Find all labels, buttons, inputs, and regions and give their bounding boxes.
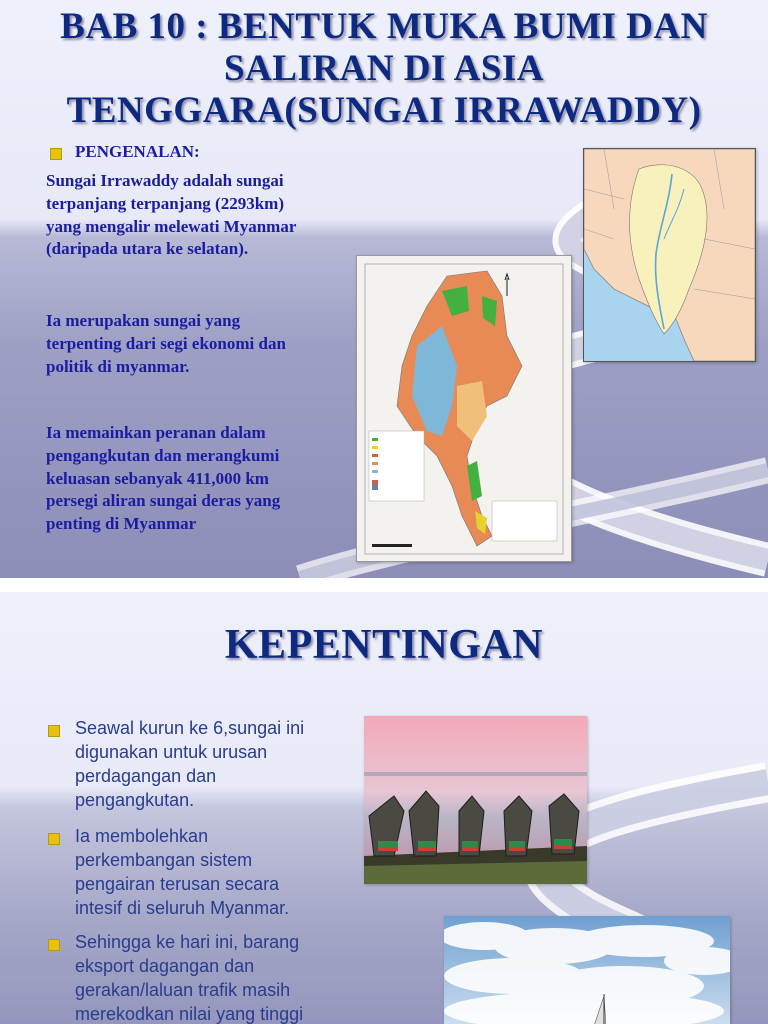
river-basin-map [583,148,756,362]
text-line: pengangkutan. [75,790,195,811]
text-line: persegi aliran sungai deras yang [46,491,281,511]
slide-gap [0,578,768,592]
paragraph-2 [46,310,286,378]
text-line: Seawal kurun ke 6,sungai ini [75,718,305,738]
bullet-item [75,930,303,1024]
text-line: perdagangan dan [75,766,217,787]
section-heading: PENGENALAN: [75,142,200,161]
text-line: Sungai Irrawaddy adalah sungai [46,171,284,190]
text-line: intesif di seluruh Myanmar. [75,898,290,919]
slide-2 [0,592,768,1024]
text-line: terpenting dari segi ekonomi dan [46,333,286,353]
text-line: terpanjang terpanjang (2293km) [46,193,284,213]
text-line: penting di Myanmar [46,514,197,534]
slide-1-title [20,6,748,131]
bullet-icon [48,725,60,737]
paragraph-3 [46,422,280,536]
slide-2-title: KEPENTINGAN [224,622,544,668]
title-line: SALIRAN DI ASIA [223,47,545,89]
title-line: TENGGARA(SUNGAI IRRAWADDY) [66,89,702,131]
bullet-icon [48,833,60,845]
text-line: Ia membolehkan [75,826,209,846]
text-line: keluasan sebanyak 411,000 km [46,468,269,488]
text-line: eksport dagangan dan [75,956,255,977]
text-line: merekodkan nilai yang tinggi [75,1004,304,1024]
text-line: yang mengalir melewati Myanmar [46,216,297,236]
text-line: Ia memainkan peranan dalam [46,423,266,442]
text-line: Sehingga ke hari ini, barang [75,932,300,952]
text-line: (daripada utara ke selatan). [46,239,249,259]
boats-photo [364,716,587,884]
sailboat-photo [444,916,730,1024]
text-line: politik di myanmar. [46,356,190,376]
text-line: gerakan/laluan trafik masih [75,980,291,1001]
title-line: BAB 10 : BENTUK MUKA BUMI DAN [60,6,708,47]
bullet-item [75,824,289,920]
text-line: digunakan untuk urusan [75,742,268,763]
bullet-icon [48,939,60,951]
paragraph-1 [46,170,296,261]
text-line: Ia merupakan sungai yang [46,311,241,330]
text-line: perkembangan sistem [75,850,253,871]
text-line: pengangkutan dan merangkumi [46,445,280,465]
protected-areas-map [356,255,572,562]
bullet-icon [50,148,62,160]
bullet-item [75,716,304,812]
text-line: pengairan terusan secara [75,874,280,895]
